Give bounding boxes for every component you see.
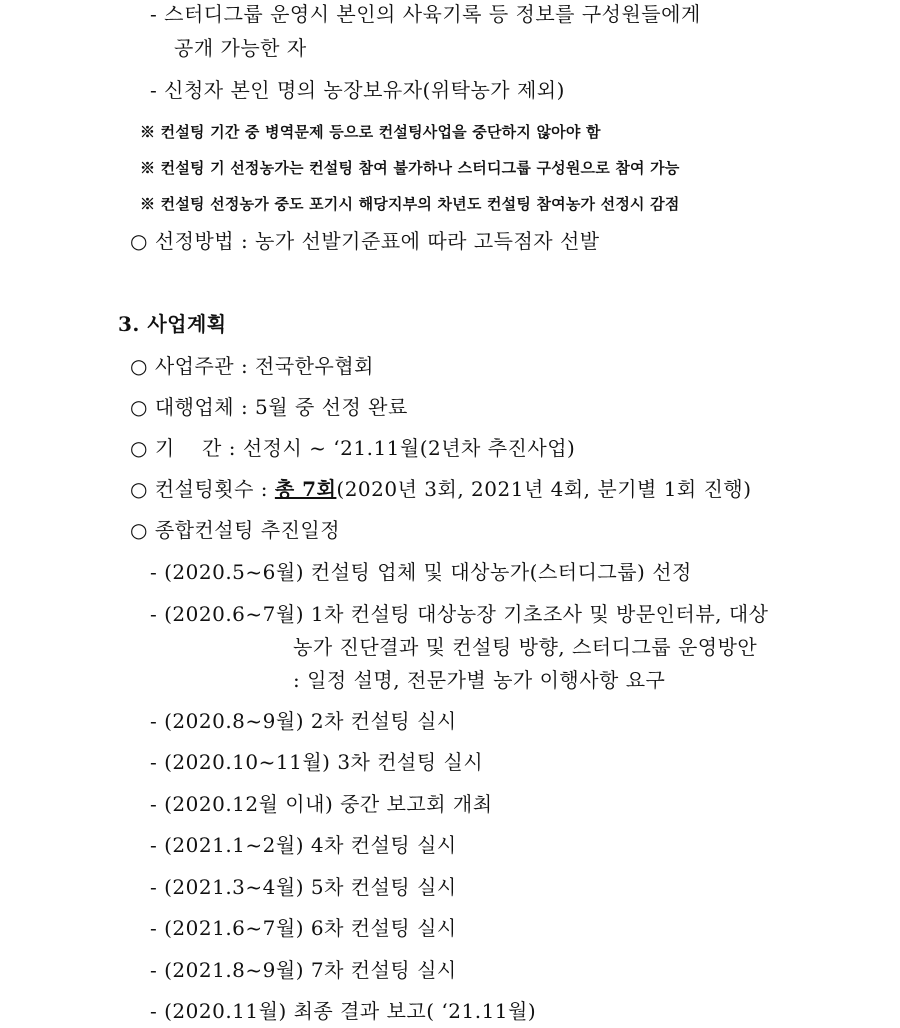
dash-marker: -: [150, 875, 158, 899]
schedule-item: - (2021.8~9월) 7차 컨설팅 실시: [150, 958, 457, 982]
dash-marker: -: [150, 602, 158, 626]
schedule-item: - (2020.10~11월) 3차 컨설팅 실시: [150, 750, 484, 774]
dash-marker: -: [150, 792, 158, 816]
dash-marker: -: [150, 709, 158, 733]
selection-method: ○ 선정방법 : 농가 선발기준표에 따라 고득점자 선발: [130, 229, 600, 253]
note-mark-icon: ※: [140, 159, 156, 177]
note-mark-icon: ※: [140, 123, 156, 141]
period-value: : 선정시 ~ ‘21.11월(2년차 추진사업): [221, 436, 576, 460]
dash-marker: -: [150, 78, 158, 102]
circle-bullet-icon: ○: [130, 229, 148, 253]
organizer-item: ○ 사업주관 : 전국한우협회: [130, 354, 374, 378]
eligibility-item-study: - 스터디그룹 운영시 본인의 사육기록 등 정보를 구성원들에게: [150, 2, 701, 26]
count-label: 컨설팅횟수 :: [154, 477, 275, 501]
count-total: 총 7회: [274, 477, 337, 501]
schedule-title-item: ○ 종합컨설팅 추진일정: [130, 518, 341, 542]
dash-marker: -: [150, 2, 158, 26]
dash-marker: -: [150, 750, 158, 774]
note-2: ※ 컨설팅 기 선정농가는 컨설팅 참여 불가하나 스터디그룹 구성원으로 참여 가능: [140, 159, 680, 177]
dash-marker: -: [150, 999, 158, 1023]
eligibility-item-owner: - 신청자 본인 명의 농장보유자(위탁농가 제외): [150, 78, 565, 102]
circle-bullet-icon: ○: [130, 518, 148, 542]
period-item: [130, 434, 575, 462]
note-3: ※ 컨설팅 선정농가 중도 포기시 해당지부의 차년도 컨설팅 참여농가 선정시 감점: [140, 195, 680, 213]
count-item: [130, 475, 752, 503]
schedule-item: - (2020.12월 이내) 중간 보고회 개최: [150, 792, 493, 816]
circle-bullet-icon: ○: [130, 477, 148, 501]
note-1: ※ 컨설팅 기간 중 병역문제 등으로 컨설팅사업을 중단하지 않아야 함: [140, 123, 601, 141]
dash-marker: -: [150, 833, 158, 857]
circle-bullet-icon: ○: [130, 354, 148, 378]
period-label: 기 간: [154, 436, 222, 460]
schedule-item: - (2020.6~7월) 1차 컨설팅 대상농장 기초조사 및 방문인터뷰, 대상: [150, 602, 769, 626]
schedule-item-cont: 농가 진단결과 및 컨설팅 방향, 스터디그룹 운영방안: [293, 635, 758, 659]
section-heading: 3. 사업계획: [118, 312, 227, 336]
dash-marker: -: [150, 916, 158, 940]
schedule-item: - (2020.11월) 최종 결과 보고( ‘21.11월): [150, 999, 537, 1023]
note-mark-icon: ※: [140, 195, 156, 213]
schedule-item: - (2021.6~7월) 6차 컨설팅 실시: [150, 916, 457, 940]
schedule-item-cont: : 일정 설명, 전문가별 농가 이행사항 요구: [293, 668, 666, 692]
agency-item: ○ 대행업체 : 5월 중 선정 완료: [130, 395, 408, 419]
dash-marker: -: [150, 958, 158, 982]
schedule-item: - (2020.5~6월) 컨설팅 업체 및 대상농가(스터디그룹) 선정: [150, 560, 692, 584]
count-detail: (2020년 3회, 2021년 4회, 분기별 1회 진행): [336, 477, 752, 501]
schedule-item: - (2021.1~2월) 4차 컨설팅 실시: [150, 833, 457, 857]
dash-marker: -: [150, 560, 158, 584]
schedule-item: - (2020.8~9월) 2차 컨설팅 실시: [150, 709, 457, 733]
eligibility-item-study-cont: 공개 가능한 자: [174, 36, 307, 60]
circle-bullet-icon: ○: [130, 395, 148, 419]
schedule-item: - (2021.3~4월) 5차 컨설팅 실시: [150, 875, 457, 899]
circle-bullet-icon: ○: [130, 436, 148, 460]
